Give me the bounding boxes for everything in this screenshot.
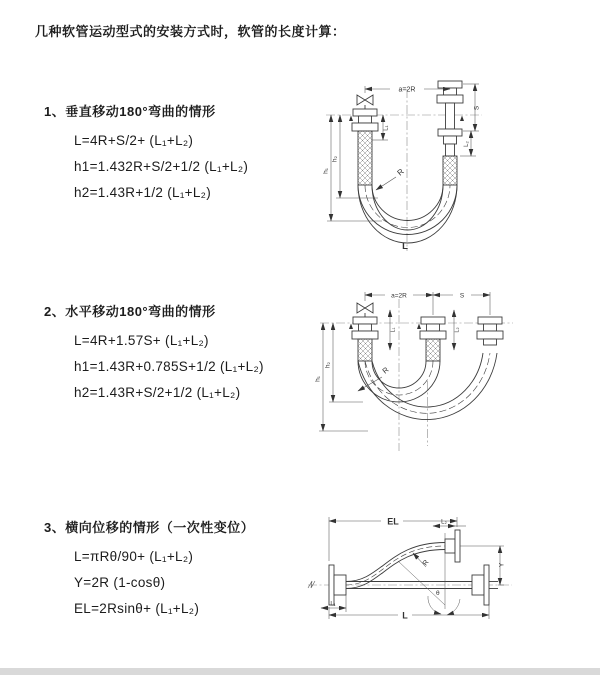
right-pipe-fitting [437, 81, 463, 185]
dimension-lines [327, 84, 479, 221]
centerline-break-mark [308, 581, 315, 588]
section-lateral-displacement [44, 517, 319, 627]
section1-formula-h2: h2=1.43R+1/2 (L₁+L₂) [74, 185, 212, 200]
section-horizontal-180 [44, 301, 319, 411]
section2-formula-h2: h2=1.43R+S/2+1/2 (L₁+L₂) [74, 385, 241, 400]
section1-formula-h1: h1=1.432R+S/2+1/2 (L₁+L₂) [74, 159, 249, 174]
section2-formula-h1: h1=1.43R+0.785S+1/2 (L₁+L₂) [74, 359, 264, 374]
left-pipe-fitting [352, 317, 378, 361]
dim-label-l2: L₂ [454, 327, 461, 333]
scan-edge-artifact [0, 668, 600, 675]
dimension-lines [321, 517, 504, 619]
section1-heading: 1、垂直移动180°弯曲的情形 [44, 104, 216, 119]
section2-heading: 2、水平移动180°弯曲的情形 [44, 304, 216, 319]
valve-icon [357, 95, 373, 109]
doc-title: 几种软管运动型式的安装方式时，软管的长度计算： [35, 24, 346, 39]
length-label: L [402, 241, 408, 252]
section-vertical-180 [44, 101, 319, 211]
dim-label-l1: L₁ [390, 327, 397, 333]
dim-label-h1: h₁ [322, 168, 330, 174]
valve-icon [357, 303, 373, 317]
dim-label-s: S [473, 105, 481, 111]
radius-label: R [395, 166, 406, 178]
dim-label-l2: L₂ [441, 519, 447, 526]
dimension-lines [319, 292, 490, 431]
right-pipe-fitting-moved [477, 317, 503, 345]
dim-label-s: S [459, 292, 465, 300]
u-bend-hose [358, 185, 457, 243]
centerlines [326, 86, 482, 251]
section3-heading: 3、横向位移的情形（一次性变位） [44, 520, 255, 535]
dim-label-h1: h₁ [314, 376, 322, 382]
left-flange-fitting [329, 565, 346, 605]
section3-formula-EL: EL=2Rsinθ+ (L₁+L₂) [74, 601, 200, 616]
section1-formula-L: L=4R+S/2+ (L₁+L₂) [74, 133, 194, 148]
dim-label-a2r: a=2R [398, 86, 416, 94]
dim-label-el: EL [387, 516, 399, 527]
section3-formula-L: L=πRθ/90+ (L₁+L₂) [74, 549, 194, 564]
left-pipe-fitting [352, 109, 378, 185]
dim-label-a2r: a=2R [391, 292, 407, 300]
dim-label-l2: L₂ [464, 141, 470, 147]
figure-horizontal-180-bend [308, 281, 538, 479]
middle-pipe-fitting [420, 317, 446, 361]
dim-label-y: Y [498, 562, 506, 568]
right-upper-flange-fitting [445, 530, 460, 562]
section3-formula-Y: Y=2R (1-cosθ) [74, 575, 166, 590]
figure-lateral-displacement [300, 503, 590, 655]
radius-label: R [421, 558, 431, 568]
dim-label-l1: L₁ [330, 601, 336, 608]
section2-formula-L: L=4R+1.57S+ (L₁+L₂) [74, 333, 209, 348]
radius-label: R [380, 365, 391, 376]
dim-label-h2: h₂ [324, 361, 332, 369]
dim-label-l: L [402, 610, 408, 621]
right-lower-flange-fitting [472, 565, 498, 605]
dim-label-h2: h₂ [331, 155, 339, 163]
dim-label-l1: L₁ [383, 125, 390, 131]
angle-label: θ [436, 590, 440, 597]
figure-vertical-180-bend [310, 73, 538, 255]
